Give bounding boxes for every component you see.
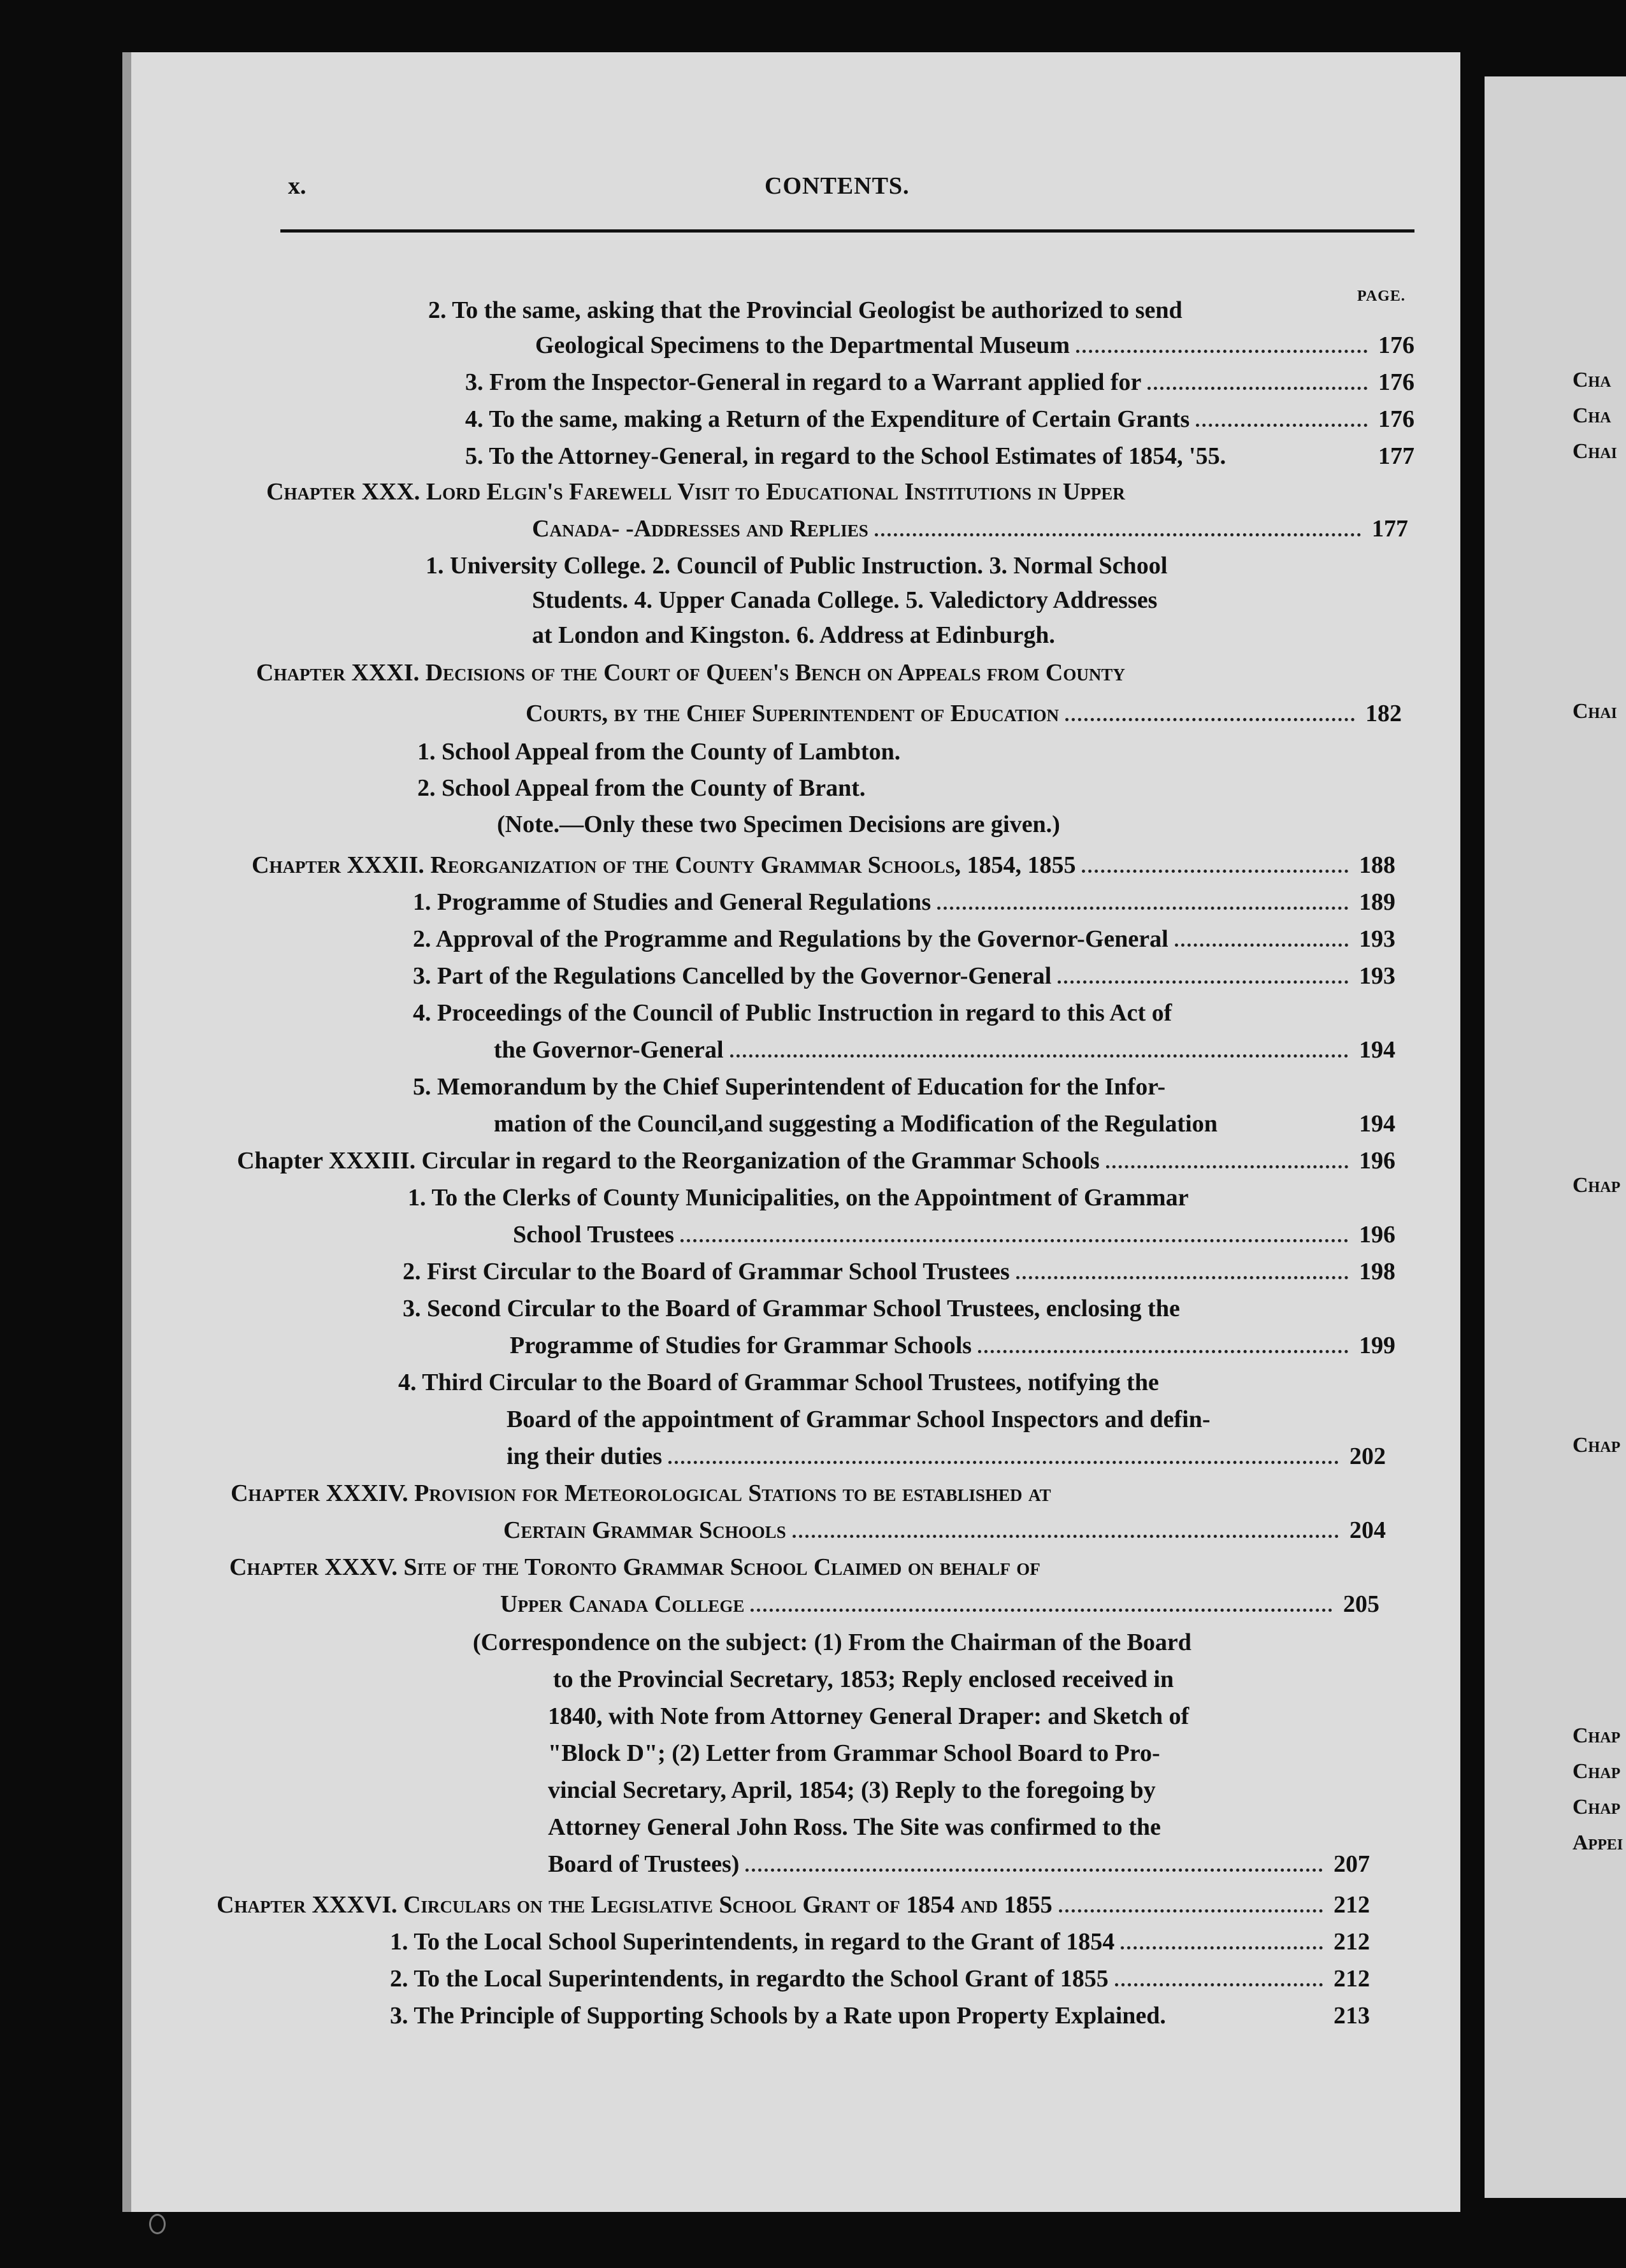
toc-line: 4. Third Circular to the Board of Grammar School Trustees, notifying the	[398, 1369, 1159, 1396]
toc-line: the Governor-General 194	[494, 1037, 1395, 1063]
chapter-heading: Certain Grammar Schools 204	[503, 1517, 1386, 1544]
page-number: 198	[1359, 1258, 1395, 1285]
page-number: 176	[1378, 369, 1414, 396]
toc-line: 3. Second Circular to the Board of Grammar School Trustees, enclosing the	[403, 1295, 1180, 1322]
adjacent-page-fragment: Chap	[1572, 1760, 1621, 1783]
toc-note: (Note.—Only these two Specimen Decisions are given.)	[497, 811, 1060, 838]
toc-line: 3. From the Inspector-General in regard to a Warrant applied for 176	[465, 369, 1414, 396]
chapter-heading: Chapter XXXVI. Circulars on the Legislative School Grant of 1854 and 1855 212	[217, 1891, 1370, 1918]
adjacent-page-fragment: Cha	[1572, 404, 1611, 427]
adjacent-page-fragment: Chap	[1572, 1724, 1621, 1748]
page-number: 207	[1334, 1851, 1370, 1877]
chapter-heading: Chapter XXXII. Reorganization of the County Grammar Schools, 1854, 1855 188	[252, 852, 1395, 879]
page-number: 188	[1359, 852, 1395, 879]
page-column-label: PAGE.	[1357, 288, 1406, 305]
toc-line: 1. To the Local School Superintendents, in regard to the Grant of 1854 212	[390, 1928, 1370, 1955]
toc-line: mation of the Council,and suggesting a Modification of the Regulation 194	[494, 1110, 1395, 1137]
toc-line: 2. To the Local Superintendents, in regardto the School Grant of 1855 212	[390, 1965, 1370, 1992]
toc-line: Students. 4. Upper Canada College. 5. Valedictory Addresses	[532, 587, 1158, 614]
page-number: 193	[1359, 926, 1395, 952]
page-number: 176	[1378, 332, 1414, 359]
toc-line: 2. First Circular to the Board of Grammar School Trustees 198	[403, 1258, 1395, 1285]
toc-line: 4. Proceedings of the Council of Public Instruction in regard to this Act of	[413, 1000, 1172, 1026]
toc-note: "Block D"; (2) Letter from Grammar School Board to Pro-	[548, 1740, 1160, 1767]
toc-line: 2. Approval of the Programme and Regulations by the Governor-General 193	[413, 926, 1395, 952]
chapter-heading: Canada- -Addresses and Replies 177	[532, 515, 1408, 542]
toc-line: 1. University College. 2. Council of Public Instruction. 3. Normal School	[426, 552, 1168, 579]
page-number: 204	[1349, 1517, 1386, 1544]
toc-line: 1. School Appeal from the County of Lambton.	[417, 738, 901, 765]
toc-line: Geological Specimens to the Departmental Museum 176	[535, 332, 1414, 359]
adjacent-page-fragment: Chap	[1572, 1433, 1621, 1457]
running-title: CONTENTS.	[765, 173, 910, 199]
toc-line: 3. The Principle of Supporting Schools by a Rate upon Property Explained. 213	[390, 2002, 1370, 2029]
page-number: 176	[1378, 406, 1414, 433]
toc-line: 2. School Appeal from the County of Brant.	[417, 775, 866, 801]
page-number: 189	[1359, 889, 1395, 915]
page-number: 212	[1334, 1928, 1370, 1955]
page-number: 177	[1372, 515, 1408, 542]
page-number: 213	[1334, 2002, 1370, 2029]
page-number: 212	[1334, 1965, 1370, 1992]
chapter-heading: Chapter XXXIII. Circular in regard to the Reorganization of the Grammar Schools 196	[237, 1147, 1395, 1174]
page-number: 194	[1359, 1037, 1395, 1063]
chapter-heading: Chapter XXXV. Site of the Toronto Grammar School Claimed on behalf of	[229, 1554, 1040, 1581]
chapter-heading: Upper Canada College 205	[500, 1591, 1379, 1618]
adjacent-page-fragment: Chap	[1572, 1173, 1621, 1197]
page-number: 196	[1359, 1221, 1395, 1248]
adjacent-page-fragment: Chap	[1572, 1795, 1621, 1819]
page-number: 182	[1365, 700, 1402, 727]
adjacent-page-fragment: Appei	[1572, 1831, 1623, 1855]
chapter-heading: Courts, by the Chief Superintendent of Education 182	[526, 700, 1402, 727]
page-number: 205	[1343, 1591, 1379, 1618]
adjacent-page-fragment: Chai	[1572, 700, 1617, 723]
toc-line: 5. Memorandum by the Chief Superintendent of Education for the Infor-	[413, 1073, 1166, 1100]
toc-line: Programme of Studies for Grammar Schools 199	[510, 1332, 1395, 1359]
page-gutter	[122, 52, 131, 2212]
toc-line: at London and Kingston. 6. Address at Edinburgh.	[532, 622, 1055, 649]
chapter-heading: Chapter XXXI. Decisions of the Court of Queen's Bench on Appeals from County	[256, 659, 1125, 686]
toc-note: Board of Trustees) 207	[548, 1851, 1370, 1877]
toc-line: 5. To the Attorney-General, in regard to the School Estimates of 1854, '55. 177	[465, 443, 1414, 470]
header-rule	[280, 229, 1414, 233]
adjacent-page	[1485, 76, 1626, 2198]
toc-line: 3. Part of the Regulations Cancelled by the Governor-General 193	[413, 963, 1395, 989]
page-number: 212	[1334, 1891, 1370, 1918]
scan-speck	[149, 2214, 166, 2234]
toc-line: 2. To the same, asking that the Provincial Geologist be authorized to send	[428, 297, 1183, 324]
toc-line: 1. Programme of Studies and General Regulations 189	[413, 889, 1395, 915]
page-folio: x.	[288, 173, 306, 199]
page-number: 194	[1359, 1110, 1395, 1137]
page-number: 193	[1359, 963, 1395, 989]
page-number: 199	[1359, 1332, 1395, 1359]
page-number: 177	[1378, 443, 1414, 470]
toc-note: Attorney General John Ross. The Site was confirmed to the	[548, 1814, 1161, 1841]
toc-line: Board of the appointment of Grammar School Inspectors and defin-	[507, 1406, 1211, 1433]
toc-note: (Correspondence on the subject: (1) From the Chairman of the Board	[473, 1629, 1191, 1656]
page-number: 202	[1349, 1443, 1386, 1470]
adjacent-page-fragment: Cha	[1572, 368, 1611, 392]
adjacent-page-fragment: Chai	[1572, 440, 1617, 463]
chapter-heading: Chapter XXX. Lord Elgin's Farewell Visit to Educational Institutions in Upper	[266, 478, 1125, 505]
toc-line: 4. To the same, making a Return of the Expenditure of Certain Grants 176	[465, 406, 1414, 433]
chapter-heading: Chapter XXXIV. Provision for Meteorological Stations to be established at	[231, 1480, 1051, 1507]
toc-line: School Trustees 196	[513, 1221, 1395, 1248]
toc-line: 1. To the Clerks of County Municipalities, on the Appointment of Grammar	[408, 1184, 1189, 1211]
toc-note: vincial Secretary, April, 1854; (3) Reply to the foregoing by	[548, 1777, 1156, 1804]
toc-note: 1840, with Note from Attorney General Draper: and Sketch of	[548, 1703, 1190, 1730]
page-number: 196	[1359, 1147, 1395, 1174]
toc-line: ing their duties 202	[507, 1443, 1386, 1470]
toc-note: to the Provincial Secretary, 1853; Reply enclosed received in	[553, 1666, 1174, 1693]
